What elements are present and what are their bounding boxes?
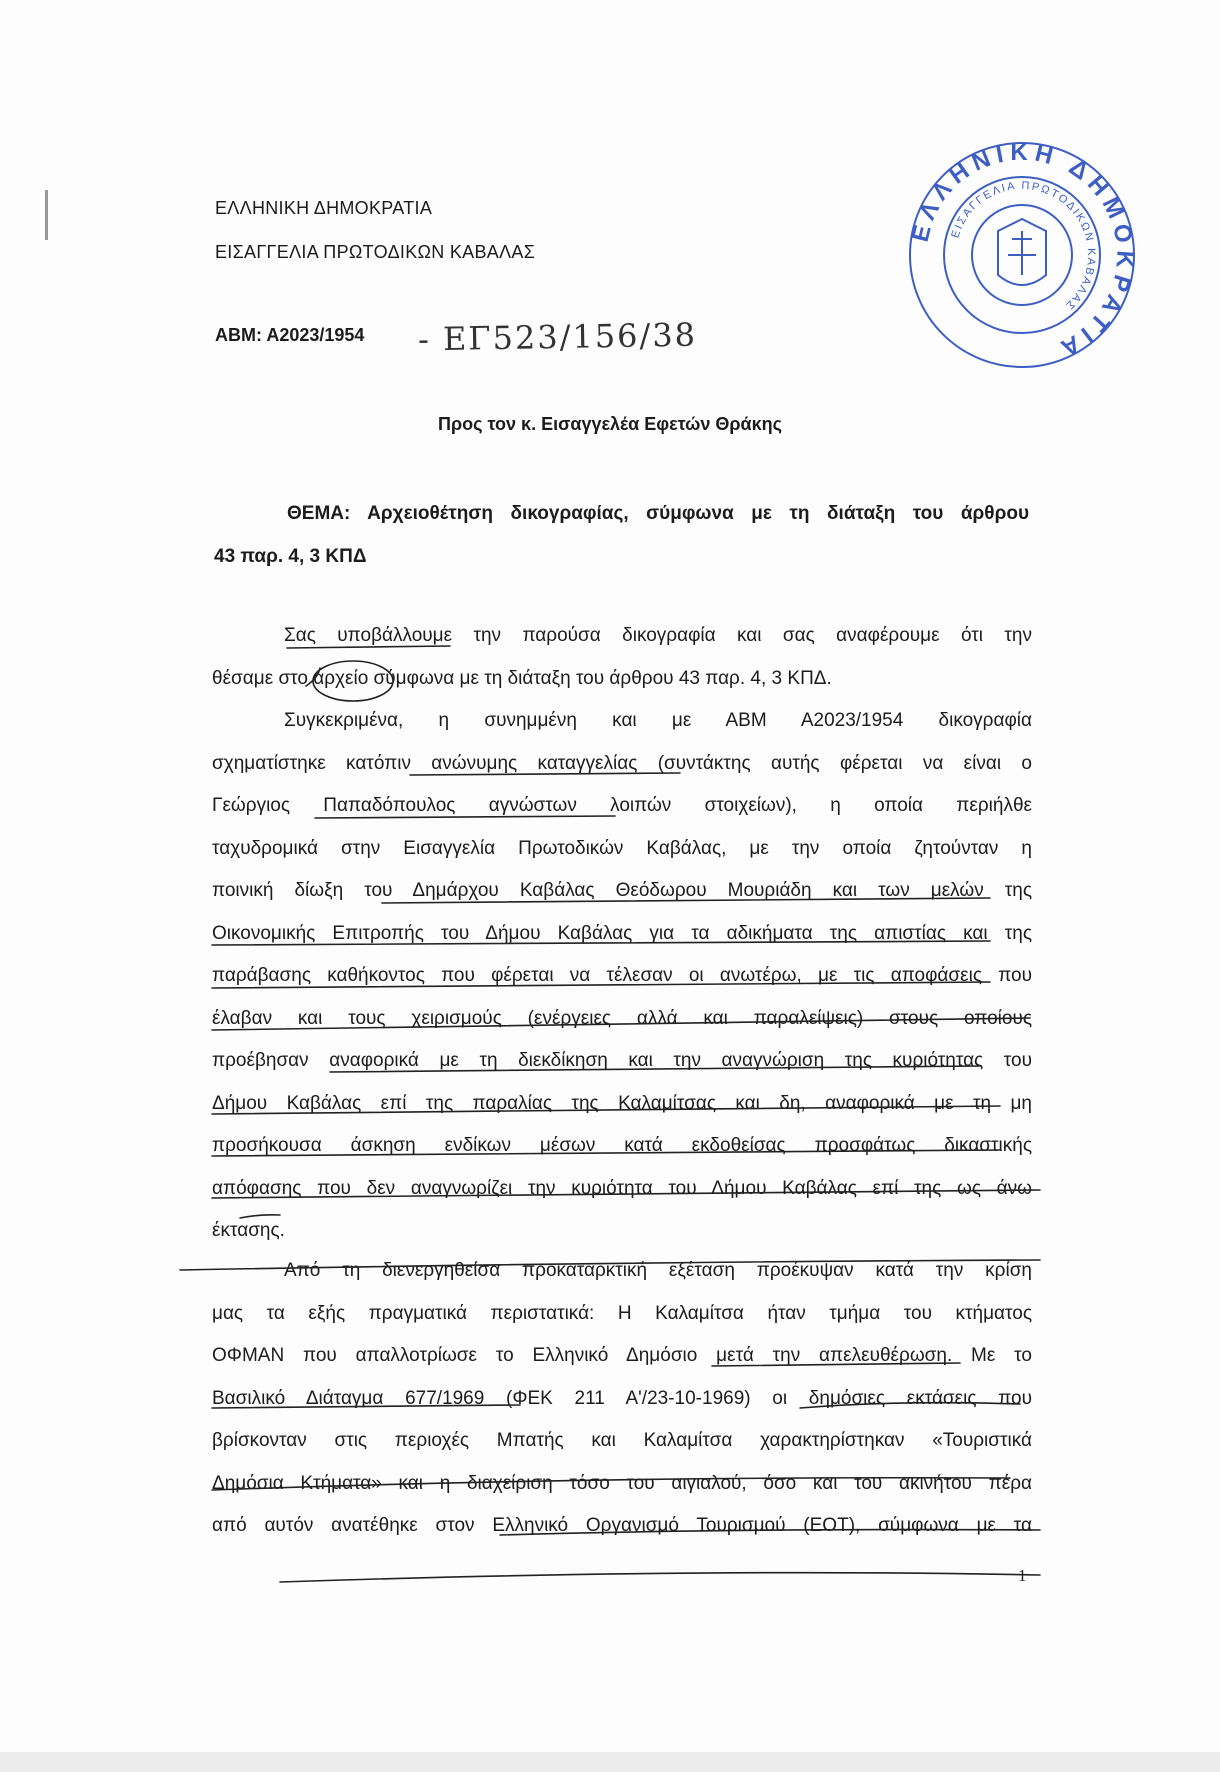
republic-heading: ΕΛΛΗΝΙΚΗ ΔΗΜΟΚΡΑΤΙΑ (215, 198, 433, 218)
underline (280, 1573, 1040, 1582)
text-line: Δήμου Καβάλας επί της παραλίας της Καλαμίτσας και δη, αναφορικά με τη μη (212, 1092, 1032, 1114)
stamp-outer-text: ΕΛΛΗΝΙΚΗ ΔΗΜΟΚΡΑΤΙΑ (906, 138, 1139, 365)
text-line: Σας υποβάλλουμε την παρούσα δικογραφία και σας αναφέρουμε ότι την (284, 625, 1032, 646)
paragraph-complaint (212, 700, 1032, 1253)
recipient-line: Προς τον κ. Εισαγγελέα Εφετών Θράκης (438, 414, 782, 434)
text-line: ΟΦΜΑΝ που απαλλοτρίωσε το Ελληνικό Δημόσιο μετά την απελευθέρωση. Με το (212, 1345, 1032, 1366)
paragraph-findings (212, 1250, 1032, 1548)
page-number: 1 (1018, 1566, 1027, 1585)
subject-line: ΘΕΜΑ: Αρχειοθέτηση δικογραφίας, σύμφωνα με τη διάταξη του άρθρου (287, 503, 1029, 524)
scan-margin-mark (45, 190, 48, 240)
text-line: θέσαμε στο αρχείο σύμφωνα με τη διάταξη του άρθρου 43 παρ. 4, 3 ΚΠΔ. (212, 667, 832, 689)
subject-line-continued: 43 παρ. 4, 3 ΚΠΔ (214, 546, 367, 567)
text-line: Δημόσια Κτήματα» και η διαχείριση τόσο του αιγιαλού, όσο και του ακινήτου πέρα (212, 1472, 1032, 1494)
abm-reference: ΑΒΜ: Α2023/1954 (215, 325, 365, 345)
text-line: απόφασης που δεν αναγνωρίζει την κυριότητα του Δήμου Καβάλας επί της ως άνω (212, 1177, 1032, 1199)
office-heading: ΕΙΣΑΓΓΕΛΙΑ ΠΡΩΤΟΔΙΚΩΝ ΚΑΒΑΛΑΣ (215, 242, 536, 262)
text-line: προσήκουσα άσκηση ενδίκων μέσων κατά εκδοθείσας προσφάτως δικαστικής (212, 1135, 1032, 1156)
text-line: Συγκεκριμένα, η συνημμένη και με ΑΒΜ Α2023/1954 δικογραφία (284, 710, 1032, 731)
text-line: σχηματίστηκε κατόπιν ανώνυμης καταγγελίας (συντάκτης αυτής φέρεται να είναι ο (212, 752, 1032, 774)
text-line: Βασιλικό Διάταγμα 677/1969 (ΦΕΚ 211 Α'/23-10-1969) οι δημόσιες εκτάσεις που (212, 1387, 1032, 1409)
svg-text:ΕΙΣΑΓΓΕΛΙΑ ΠΡΩΤΟΔΙΚΩΝ ΚΑΒΑΛΑΣ (949, 180, 1097, 313)
official-stamp (902, 135, 1142, 375)
text-line: Από τη διενεργηθείσα προκαταρκτική εξέταση προέκυψαν κατά την κρίση (284, 1260, 1032, 1281)
paragraph-submission (212, 615, 1032, 700)
handwritten-reference: - ΕΓ523/156/38 (417, 315, 698, 359)
scan-bottom-edge (0, 1752, 1220, 1772)
text-line: Οικονομικής Επιτροπής του Δήμου Καβάλας για τα αδικήματα της απιστίας και της (212, 922, 1032, 944)
text-line: ποινική δίωξη του Δημάρχου Καβάλας Θεόδωρου Μουριάδη και των μελών της (212, 880, 1032, 901)
text-line: βρίσκονταν στις περιοχές Μπατής και Καλαμίτσα χαρακτηρίστηκαν «Τουριστικά (212, 1430, 1032, 1451)
text-line: προέβησαν αναφορικά με τη διεκδίκηση και την αναγνώριση της κυριότητας του (212, 1050, 1032, 1071)
stamp-inner-text: ΕΙΣΑΓΓΕΛΙΑ ΠΡΩΤΟΔΙΚΩΝ ΚΑΒΑΛΑΣ (949, 179, 1098, 313)
subject-block (214, 492, 1029, 578)
text-line: παράβασης καθήκοντος που φέρεται να τέλεσαν οι ανωτέρω, με τις αποφάσεις που (212, 965, 1032, 986)
text-line: Γεώργιος Παπαδόπουλος αγνώστων λοιπών στοιχείων), η οποία περιήλθε (212, 795, 1032, 816)
text-line: έλαβαν και τους χειρισμούς (ενέργειες αλλά και παραλείψεις) στους οποίους (212, 1007, 1032, 1029)
text-line: από αυτόν ανατέθηκε στον Ελληνικό Οργανισμό Τουρισμού (ΕΟΤ), σύμφωνα με τα (212, 1515, 1032, 1536)
text-line: ταχυδρομικά στην Εισαγγελία Πρωτοδικών Καβάλας, με την οποία ζητούνταν η (212, 837, 1032, 859)
text-line: έκτασης. (212, 1220, 285, 1241)
text-line: μας τα εξής πραγματικά περιστατικά: Η Καλαμίτσα ήταν τμήμα του κτήματος (212, 1302, 1032, 1324)
